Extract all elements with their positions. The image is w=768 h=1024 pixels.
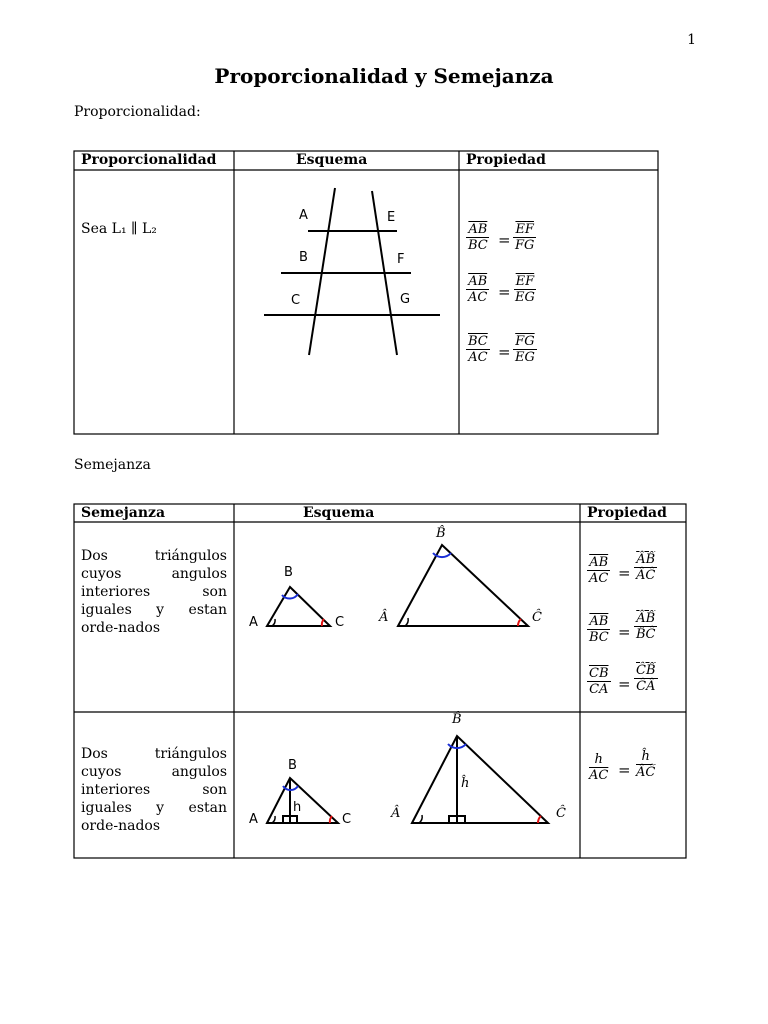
table1-header-propiedad: Propiedad (466, 152, 546, 168)
small-triangle-2 (267, 778, 338, 823)
label-b: B (288, 758, 297, 773)
label-a-hat: Â (379, 610, 389, 625)
ratio-cb-ca: $\frac{\overline{CB}}{CA}$ (589, 666, 609, 697)
equals-sign: = (618, 675, 631, 693)
angle-chat-arc (518, 619, 521, 626)
ratio-hat-ab-ac: $\frac{ÂB̂}{ÂĈ}$ (636, 552, 656, 583)
equals-sign: = (618, 761, 631, 779)
label-e: E (387, 210, 396, 225)
angle-c-arc (322, 619, 324, 626)
table1-header-esquema: Esquema (296, 152, 368, 168)
angle-bhat-arc (433, 553, 451, 557)
angle-ahat-arc-2 (419, 815, 422, 823)
ratio-bc-ac: $\frac{\overline{BC}}{AC}$ (468, 334, 488, 365)
angle-chat-arc-2 (538, 816, 541, 823)
label-b: B (284, 565, 293, 580)
ratio-ab-ac: $\frac{\overline{AB}}{AC}$ (468, 274, 488, 305)
table1-grid (74, 151, 658, 434)
row2-description: Dos triángulos cuyos angulos interiores son iguales y estan orde-nados (81, 746, 227, 834)
label-a: A (249, 615, 258, 630)
table2-header-esquema: Esquema (303, 505, 375, 521)
section-heading-proporcionalidad: Proporcionalidad: (74, 104, 201, 120)
ratio-hat-cb-ca: $\frac{ĈB̂}{ĈÂ}$ (636, 663, 656, 694)
label-b-hat: B̂ (436, 526, 446, 541)
table2-header-semejanza: Semejanza (81, 505, 166, 521)
ratio-ef-fg: $\frac{\overline{EF}}{FG}$ (515, 222, 535, 253)
label-a-hat: Â (391, 806, 401, 821)
angle-a-arc (272, 619, 275, 626)
page-number: 1 (687, 32, 696, 48)
page-title: Proporcionalidad y Semejanza (214, 64, 554, 88)
equals-sign: = (618, 623, 631, 641)
parallel-condition-text: Sea L₁ ∥ L₂ (81, 221, 157, 237)
ratio-ab-ac: $\frac{\overline{AB}}{AC}$ (589, 555, 609, 586)
angle-a-arc-2 (272, 816, 275, 823)
equals-sign: = (498, 343, 511, 361)
ratio-ab-bc: $\frac{\overline{AB}}{BC}$ (589, 614, 609, 645)
ratio-ab-bc: $\frac{\overline{AB}}{BC}$ (468, 222, 488, 253)
equals-sign: = (498, 231, 511, 249)
table1-header-proporcionalidad: Proporcionalidad (81, 152, 217, 168)
angle-ahat-arc (405, 618, 408, 626)
label-h: h (293, 800, 302, 815)
equals-sign: = (498, 283, 511, 301)
label-f: F (397, 252, 405, 267)
small-triangle-1 (267, 587, 330, 626)
angle-c-arc-2 (330, 816, 332, 823)
label-c: C (291, 293, 301, 308)
transversal-line-1 (309, 188, 335, 355)
label-h-hat: ĥ (461, 776, 470, 791)
label-c-hat: Ĉ (532, 610, 542, 625)
label-c: C (342, 812, 352, 827)
table2-header-propiedad: Propiedad (587, 505, 667, 521)
label-b: B (299, 250, 308, 265)
label-a: A (249, 812, 258, 827)
section-heading-semejanza: Semejanza (74, 457, 151, 473)
label-b-hat: B̂ (452, 712, 462, 727)
big-triangle-2 (412, 736, 548, 823)
big-triangle-1 (398, 545, 528, 626)
ratio-h-ac: $\frac{h}{AC}$ (589, 752, 609, 783)
equals-sign: = (618, 564, 631, 582)
ratio-ef-eg: $\frac{\overline{EF}}{EG}$ (515, 274, 535, 305)
label-c: C (335, 615, 345, 630)
label-c-hat: Ĉ (556, 806, 566, 821)
ratio-hat-h-ac: $\frac{ĥ}{ÂĈ}$ (636, 749, 656, 780)
ratio-hat-ab-bc: $\frac{ÂB̂}{B̂Ĉ}$ (636, 611, 656, 642)
parallel-lines-diagram (264, 188, 440, 355)
label-g: G (400, 292, 411, 307)
label-a: A (299, 208, 308, 223)
ratio-fg-eg: $\frac{\overline{FG}}{EG}$ (515, 334, 535, 365)
row1-description: Dos triángulos cuyos angulos interiores son iguales y estan orde-nados (81, 548, 227, 636)
